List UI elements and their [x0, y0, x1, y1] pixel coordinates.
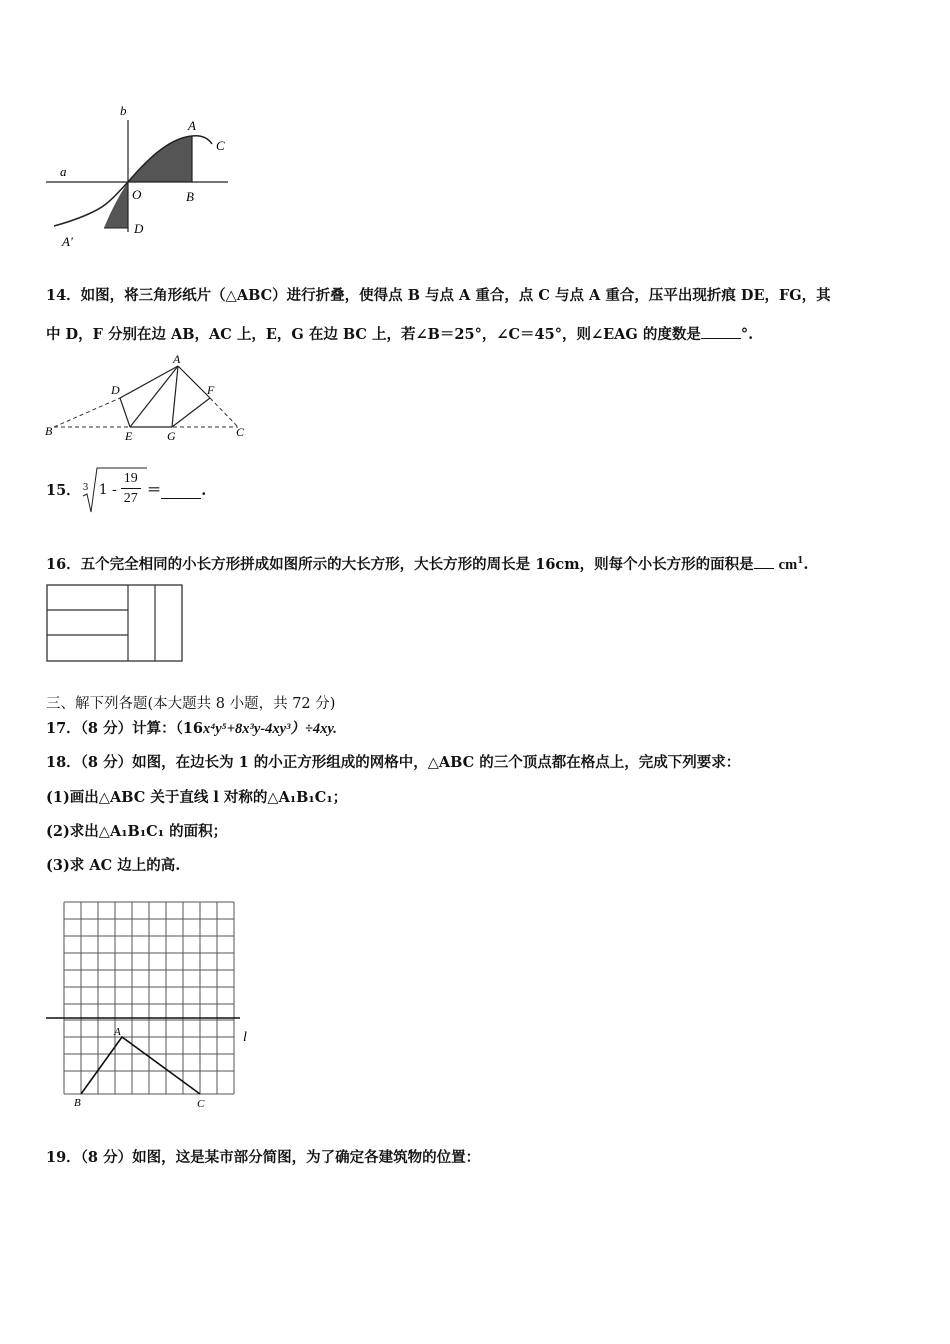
triangle-abc: [81, 1037, 200, 1094]
label-a: a: [60, 164, 67, 179]
fig14-label-C: C: [236, 425, 245, 439]
q18-part2: (2)求出△A₁B₁C₁ 的面积；: [46, 823, 228, 840]
fig14-label-G: G: [167, 429, 176, 443]
figure-18-grid: [44, 898, 264, 1113]
figure-16: [46, 584, 184, 664]
grid-label-C: C: [197, 1098, 205, 1110]
grid-label-A: A: [114, 1026, 121, 1038]
section-3-title: 三、解下列各题(本大题共 8 小题，共 72 分): [46, 696, 336, 712]
q14-line2-text: 中 D，F 分别在边 AB，AC 上，E，G 在边 BC 上，若∠B＝25°，∠C＝45°，则∠EAG 的度数是: [46, 326, 701, 343]
label-B: B: [186, 189, 194, 204]
root-index: 3: [82, 483, 89, 493]
q17-prefix: 17．（8 分）计算：（16: [46, 720, 203, 737]
q17-body: x⁴y⁵+8x³y-4xy³）÷4xy.: [203, 721, 337, 737]
grid-label-B: B: [74, 1097, 81, 1109]
label-b: b: [120, 103, 127, 118]
figure-14: [40, 352, 255, 447]
q19-line: 19．（8 分）如图，这是某市部分简图，为了确定各建筑物的位置：: [46, 1149, 481, 1166]
q18-part1: (1)画出△ABC 关于直线 l 对称的△A₁B₁C₁；: [46, 789, 348, 806]
q16-answer-blank[interactable]: [754, 554, 774, 569]
fig14-label-F: F: [207, 383, 215, 397]
q16-unit: cm: [778, 556, 798, 573]
figure-16-svg: [46, 584, 184, 664]
grid-svg: [44, 898, 264, 1113]
label-A: A: [188, 118, 196, 133]
figure-13: [46, 100, 246, 260]
label-D: D: [134, 221, 144, 236]
fraction-denominator: 27: [123, 491, 138, 506]
label-O: O: [132, 187, 142, 202]
label-C: C: [216, 138, 225, 153]
fraction: [121, 469, 141, 508]
fig14-label-B: B: [45, 424, 53, 438]
q16-text: 16．五个完全相同的小长方形拼成如图所示的大长方形，大长方形的周长是 16cm，则每个小长方形的面积是: [46, 555, 754, 573]
q14-line2-end: °.: [740, 326, 754, 343]
fig14-label-D: D: [111, 383, 120, 397]
q18-intro: 18．（8 分）如图，在边长为 1 的小正方形组成的网格中，△ABC 的三个顶点都在格点上，完成下列要求：: [46, 754, 741, 771]
radicand-prefix: 1 -: [98, 482, 117, 498]
label-A-prime: A': [62, 234, 73, 249]
q15-line: [46, 466, 206, 518]
fraction-numerator: 19: [121, 469, 141, 489]
q14-line2: [46, 324, 753, 345]
cube-root-expression: [81, 466, 147, 516]
q15-prefix: 15．: [46, 482, 81, 499]
figure-13-svg: [46, 100, 246, 260]
q14-line1: 14．如图，将三角形纸片（△ABC）进行折叠，使得点 B 与点 A 重合，点 C 与点 A 重合，压平出现折痕 DE，FG，其: [46, 287, 831, 304]
grid-label-l: l: [243, 1030, 247, 1045]
q18-part3: (3)求 AC 边上的高.: [46, 857, 181, 874]
fig14-label-E: E: [125, 429, 133, 443]
q16-line: [46, 551, 808, 575]
q17-line: [46, 719, 337, 739]
q15-answer-blank[interactable]: [161, 484, 201, 499]
q16-end: .: [803, 555, 809, 573]
q14-answer-blank[interactable]: [701, 324, 741, 339]
q15-end: .: [201, 482, 207, 499]
fig14-label-A: A: [173, 352, 181, 366]
q15-equals: ＝: [146, 482, 162, 499]
q16-unit-sup: 1: [797, 556, 804, 566]
figure-14-svg: [40, 352, 255, 447]
